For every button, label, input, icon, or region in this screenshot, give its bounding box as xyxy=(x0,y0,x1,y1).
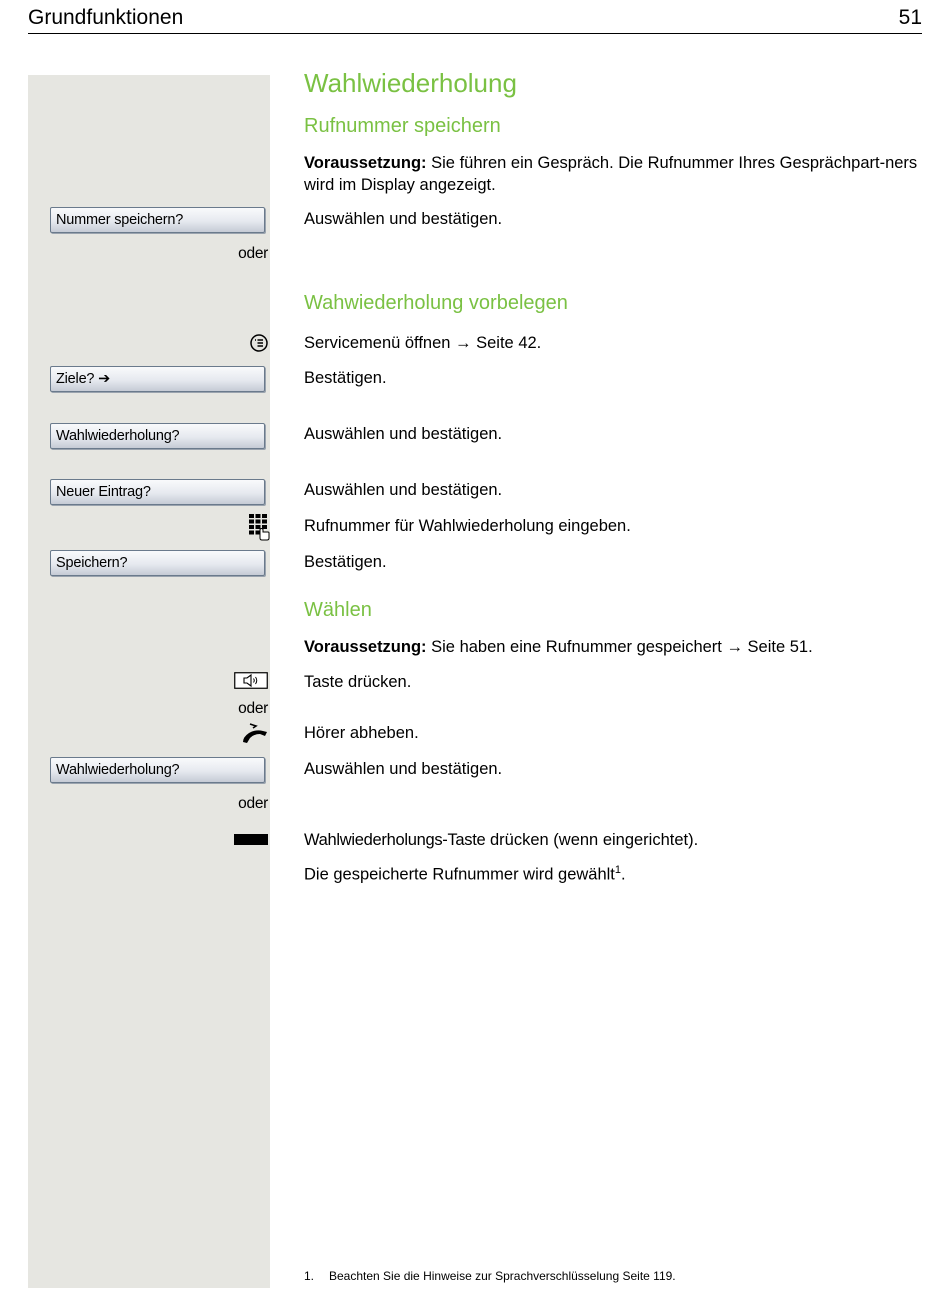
footnote-number: 1. xyxy=(304,1269,315,1283)
step-text: Auswählen und bestätigen. xyxy=(304,425,503,443)
softkey-wahlwiederholung[interactable]: Wahlwiederholung? xyxy=(50,757,265,783)
key-text: drücken (wenn eingerichtet). xyxy=(485,831,699,849)
result-body: Die gespeicherte Rufnummer wird gewählt xyxy=(304,865,615,884)
header-rule xyxy=(28,33,922,34)
step-text: Auswählen und bestätigen. xyxy=(304,481,503,499)
prerequisite-text xyxy=(304,152,924,196)
header-title: Grundfunktionen xyxy=(28,6,184,29)
result-end: . xyxy=(621,865,626,884)
main-heading: Wahlwiederholung xyxy=(304,68,517,98)
softkey-ziele[interactable]: Ziele? ➔ xyxy=(50,366,265,392)
result-text xyxy=(304,859,924,886)
footnote-text: Beachten Sie die Hinweise zur Sprachverschlüsselung Seite 119. xyxy=(329,1269,676,1283)
oder-label: oder xyxy=(238,795,268,812)
speaker-key-icon xyxy=(234,672,268,694)
footnote xyxy=(304,1269,676,1283)
function-key-icon xyxy=(234,834,268,845)
key-name: Wahlwiederholungs-Taste xyxy=(304,831,486,849)
prerequisite-body: Sie führen ein Gespräch. Die Rufnummer Ihres Gesprächpart-ners wird im Display angezeigt. xyxy=(304,154,918,194)
prerequisite-label: Voraussetzung: xyxy=(304,154,427,172)
step-text xyxy=(304,829,924,851)
softkey-neuer-eintrag[interactable]: Neuer Eintrag? xyxy=(50,479,265,505)
oder-label: oder xyxy=(238,245,268,262)
oder-label: oder xyxy=(238,700,268,717)
menu-key-icon xyxy=(249,333,269,358)
section-heading-vorbelegen: Wahwiederholung vorbelegen xyxy=(304,292,568,314)
section-heading-waehlen: Wählen xyxy=(304,599,372,621)
step-text: Auswählen und bestätigen. xyxy=(304,760,503,778)
softkey-wahlwiederholung[interactable]: Wahlwiederholung? xyxy=(50,423,265,449)
page-number: 51 xyxy=(898,6,922,29)
step-text: Auswählen und bestätigen. xyxy=(304,210,503,228)
section-heading-rufnummer-speichern: Rufnummer speichern xyxy=(304,115,501,137)
handset-icon xyxy=(241,722,269,751)
keypad-icon xyxy=(248,513,270,546)
prerequisite-text xyxy=(304,636,924,658)
step-text: Hörer abheben. xyxy=(304,724,419,742)
step-text: Bestätigen. xyxy=(304,553,387,571)
step-text: Taste drücken. xyxy=(304,673,412,691)
prerequisite-body: Sie haben eine Rufnummer gespeichert → Seite 51. xyxy=(426,638,813,656)
prerequisite-label: Voraussetzung: xyxy=(304,638,427,656)
step-text: Rufnummer für Wahlwiederholung eingeben. xyxy=(304,517,631,535)
softkey-nummer-speichern[interactable]: Nummer speichern? xyxy=(50,207,265,233)
softkey-speichern[interactable]: Speichern? xyxy=(50,550,265,576)
footnote-ref[interactable]: 1 xyxy=(614,864,622,876)
step-text: Bestätigen. xyxy=(304,369,387,387)
step-text: Servicemenü öffnen → Seite 42. xyxy=(304,334,542,352)
